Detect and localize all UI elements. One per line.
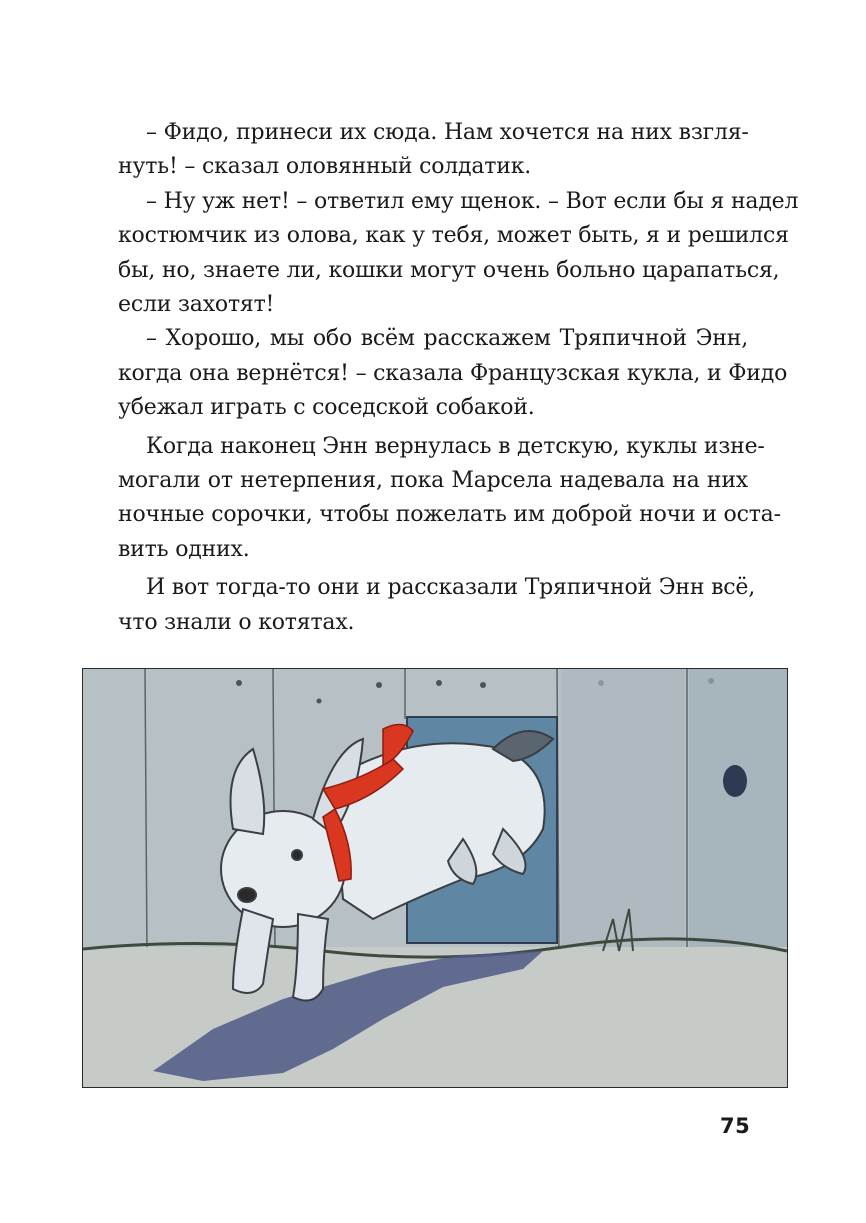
text-line: – Хорошо, мы обо всём расскажем Тряпичной Энн, <box>146 326 748 352</box>
text-line: могали от нетерпения, пока Марсела надевала на них <box>118 468 748 494</box>
illustration-drawing <box>83 669 787 1087</box>
body-text <box>118 116 799 640</box>
plank-shade <box>689 669 787 959</box>
paragraph-5 <box>118 571 756 640</box>
page-number: 75 <box>720 1114 751 1138</box>
text-line: убежал играть с соседской собакой. <box>118 395 535 421</box>
text-line: Когда наконец Энн вернулась в детскую, куклы изне- <box>146 433 765 459</box>
text-line: И вот тогда-то они и рассказали Тряпичной Энн всё, <box>146 575 756 601</box>
paragraph-3 <box>118 322 788 425</box>
text-line: ночные сорочки, чтобы пожелать им доброй ночи и оста- <box>118 502 781 528</box>
puppy-illustration <box>82 668 788 1088</box>
paragraph-1 <box>118 116 748 185</box>
text-line: – Ну уж нет! – ответил ему щенок. – Вот если бы я надел <box>146 188 799 214</box>
text-line: – Фидо, принеси их сюда. Нам хочется на них взгля- <box>146 120 749 145</box>
text-line: вить одних. <box>118 536 250 562</box>
text-line: если захотят! <box>118 292 275 318</box>
text-line: что знали о котятах. <box>118 609 355 635</box>
plank-shade <box>561 669 685 959</box>
paragraph-2 <box>118 185 799 323</box>
text-line: костюмчик из олова, как у тебя, может быть, я и решился <box>118 223 789 249</box>
knot-hole <box>723 765 747 797</box>
text-line: бы, но, знаете ли, кошки могут очень больно царапаться, <box>118 257 780 283</box>
paragraph-4 <box>118 430 781 568</box>
text-line: нуть! – сказал оловянный солдатик. <box>118 154 532 180</box>
text-line: когда она вернётся! – сказала Французская кукла, и Фидо <box>118 360 788 386</box>
